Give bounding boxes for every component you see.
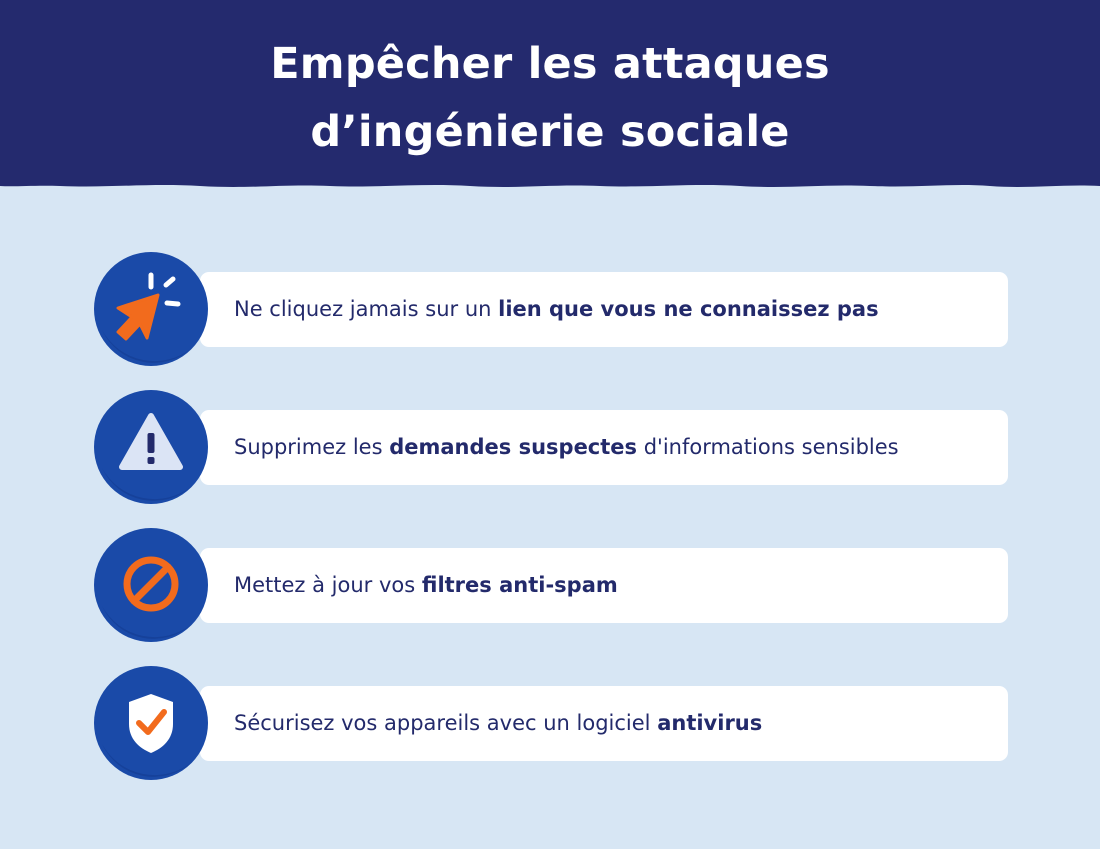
list-item	[92, 388, 1008, 506]
tip-text-regular: Mettez à jour vos	[234, 573, 422, 597]
list-item	[92, 526, 1008, 644]
header-banner	[0, 0, 1100, 200]
title-line-1: Empêcher les attaques	[270, 39, 830, 89]
tip-text-bold: filtres anti-spam	[421, 573, 618, 597]
warning-triangle-icon	[92, 388, 210, 506]
shield-check-icon	[92, 664, 210, 782]
page-title	[0, 30, 1100, 166]
title-line-2: d’ingénierie sociale	[310, 107, 790, 157]
cursor-click-icon	[92, 250, 210, 368]
tip-text	[234, 686, 762, 761]
prohibited-icon	[92, 526, 210, 644]
tip-text-bold: demandes suspectes	[389, 435, 638, 459]
tip-text	[234, 410, 899, 485]
list-item	[92, 664, 1008, 782]
list-item	[92, 250, 1008, 368]
tip-text-regular: Supprimez les	[234, 435, 390, 459]
tip-text	[234, 548, 618, 623]
tip-text-regular: d'informations sensibles	[637, 435, 899, 459]
tip-text-regular: Ne cliquez jamais sur un	[234, 297, 499, 321]
tip-text-bold: lien que vous ne connaissez pas	[498, 297, 879, 321]
tip-text-bold: antivirus	[657, 711, 763, 735]
tip-text-regular: Sécurisez vos appareils avec un logiciel	[234, 711, 658, 735]
tip-text	[234, 272, 879, 347]
